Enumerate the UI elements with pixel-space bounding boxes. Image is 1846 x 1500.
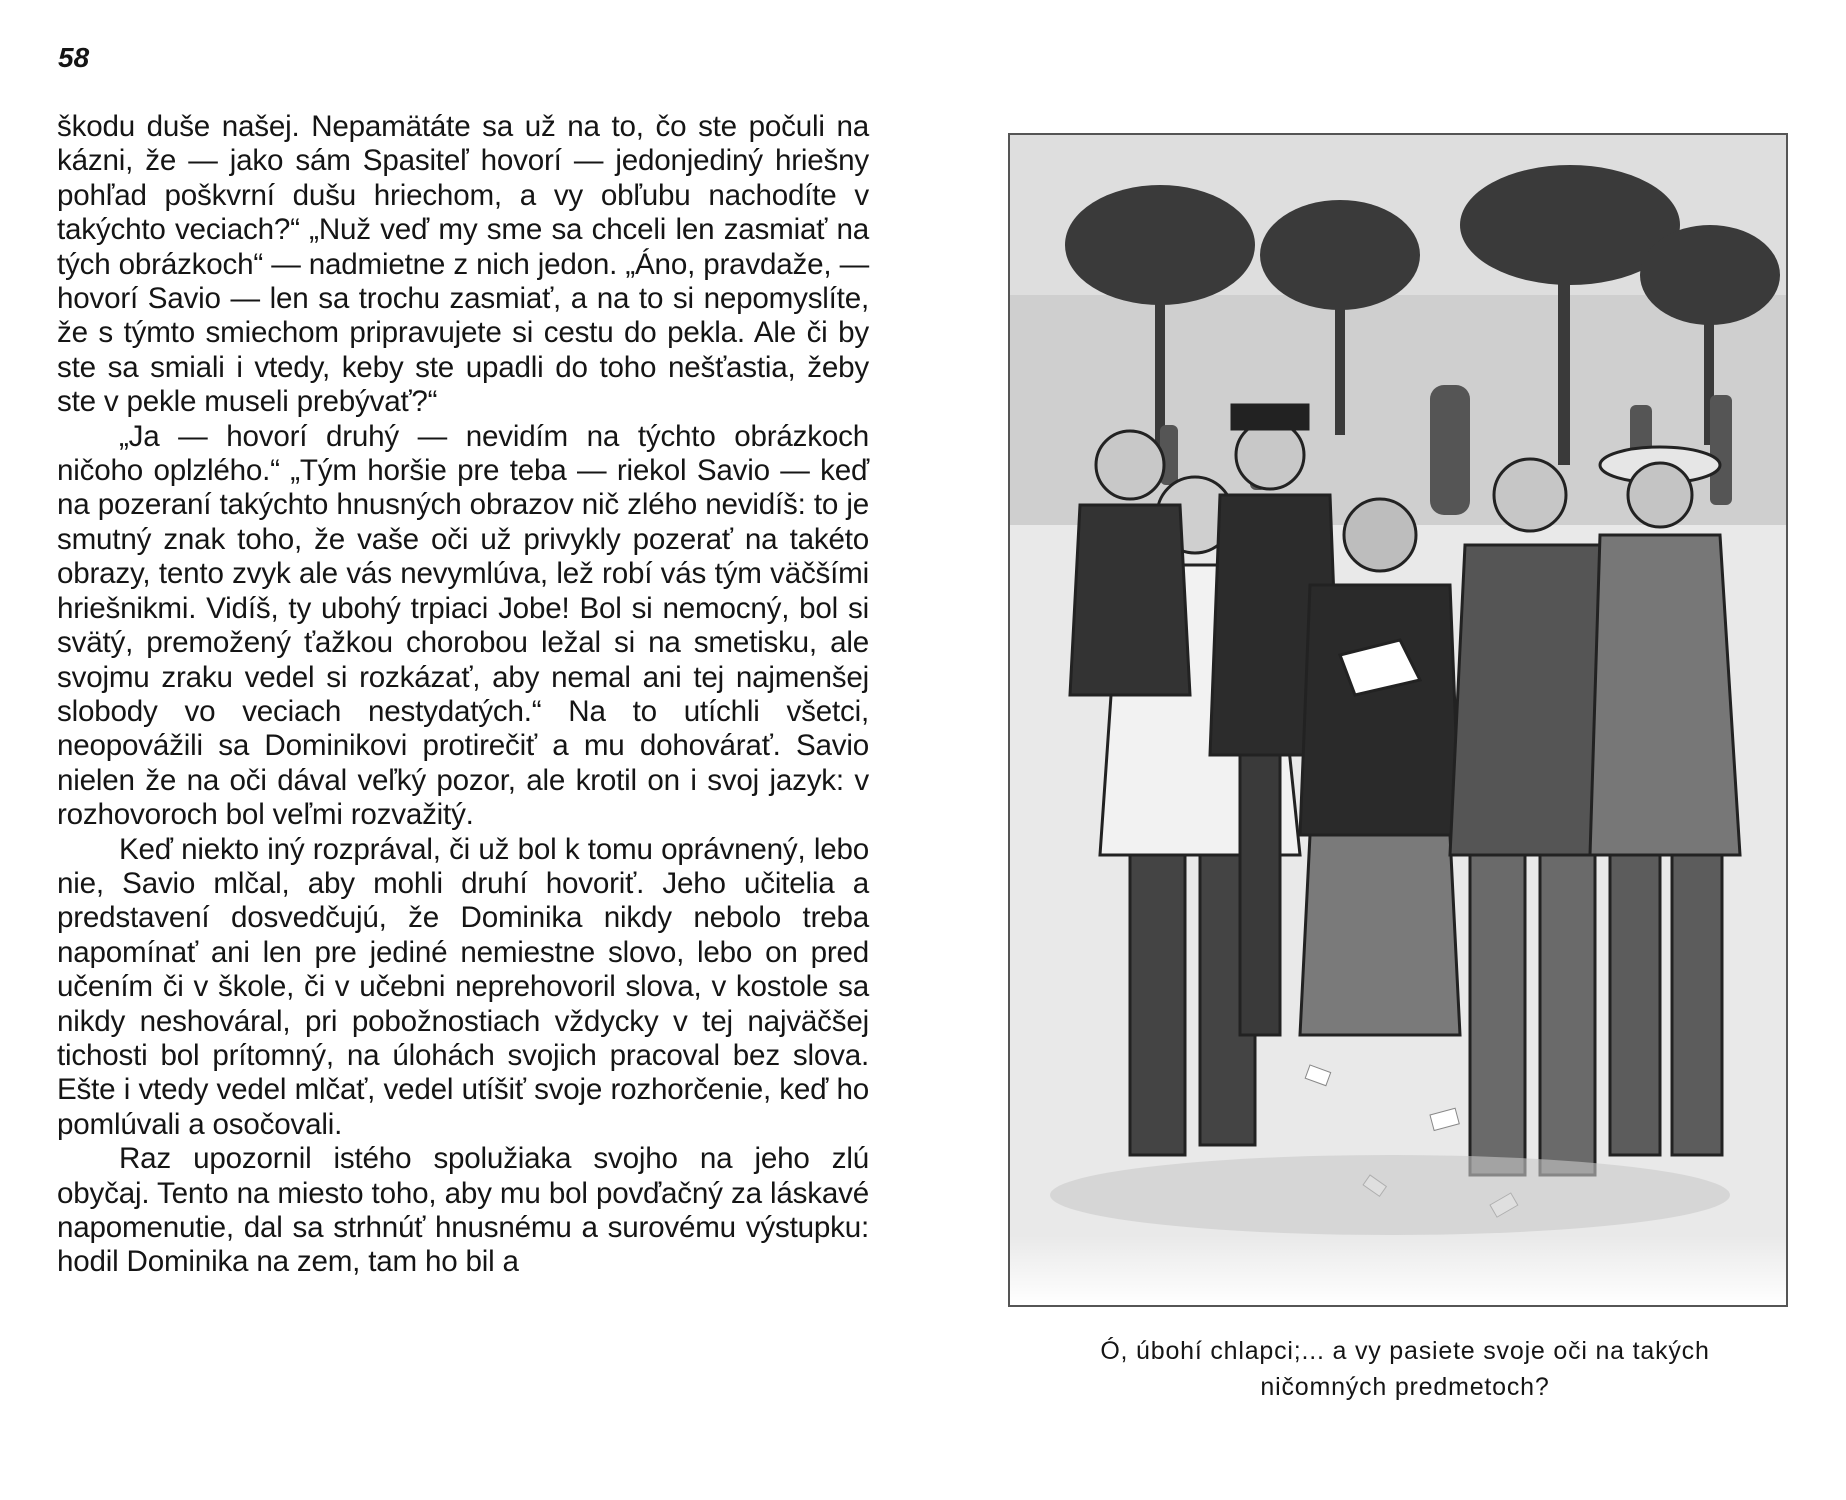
caption-line-2: ničomných predmetoch? [1260,1373,1550,1401]
paragraph-2: „Ja — hovorí druhý — nevidím na týchto obrázkoch ničoho oplzlého.“ „Tým horšie pre teba — riekol Savio — keď na pozeraní takýchto hnusných obrazov nič zlého nevidíš: to je smutný znak toho, že vaše oči už privykly pozerať na takéto obrazy, tento zvyk ale vás nevymlúva, lež robí vás tým väčšími hriešnikmi. Vidíš, ty ubohý trpiaci Jobe! Bol si nemocný, bol si svätý, premožený ťažkou chorobou ležal si na smetisku, ale svojmu zraku vedel si rozkázať, aby nemal ani tej najmenšej slobody vo veciach nestydatých.“ Na to utíchli všetci, neopovážili sa Dominikovi protirečiť a mu dohovárať. Savio nielen že na oči dával veľký pozor, ale krotil on i svoj jazyk: v rozhovoroch bol veľmi rozvažitý. [57,419,869,832]
paragraph-1: škodu duše našej. Nepamätáte sa už na to, čo ste počuli na kázni, že — jako sám Spasiteľ hovorí — jedonjediný hriešny pohľad poškvrní dušu hriechom, a vy obľubu nachodíte v takýchto veciach?“ „Nuž veď my sme sa chceli len zasmiať na tých obrázkoch“ — nadmietne z nich jedon. „Áno, pravdaže, — hovorí Savio — len sa trochu zasmiať, a na to si nepomyslíte, že s týmto smiechom pripravujete si cestu do pekla. Ale či by ste sa smiali i vtedy, keby ste upadli do toho nešťastia, žeby ste v pekle museli prebývať?“ [57,110,869,419]
figure [996,133,1796,1318]
caption-line-1: Ó, úbohí chlapci;... a vy pasiete svoje oči na takých [1100,1337,1710,1365]
paragraph-4: Raz upozornil istého spolužiaka svojho na jeho zlú obyčaj. Tento na miesto toho, aby mu bol povďačný za láskavé napomenutie, dal sa strhnúť hnusnému a surovému výstupku: hodil Dominika na zem, tam ho bil a [57,1142,869,1279]
engraving-illustration [1008,133,1788,1307]
body-text [57,110,869,1280]
engraving-icon [1010,135,1786,1305]
page-number: 58 [58,42,90,73]
illustration-fade [1010,1235,1786,1305]
figure-caption [1010,1333,1800,1405]
paragraph-3: Keď niekto iný rozprával, či už bol k tomu oprávnený, lebo nie, Savio mlčal, aby mohli druhí hovoriť. Jeho učitelia a predstavení dosvedčujú, že Dominika nikdy nebolo treba napomínať ani len pre jediné nemiestne slovo, lebo on pred učením či v škole, či v učebni neprehovoril slova, v kostole sa nikdy neshováral, pri pobožnostiach vždycky v tej najväčšej tichosti bol prítomný, na úlohách svojich pracoval bez slova. Ešte i vtedy vedel mlčať, vedel utíšiť svoje rozhorčenie, keď ho pomlúvali a osočovali. [57,832,869,1141]
